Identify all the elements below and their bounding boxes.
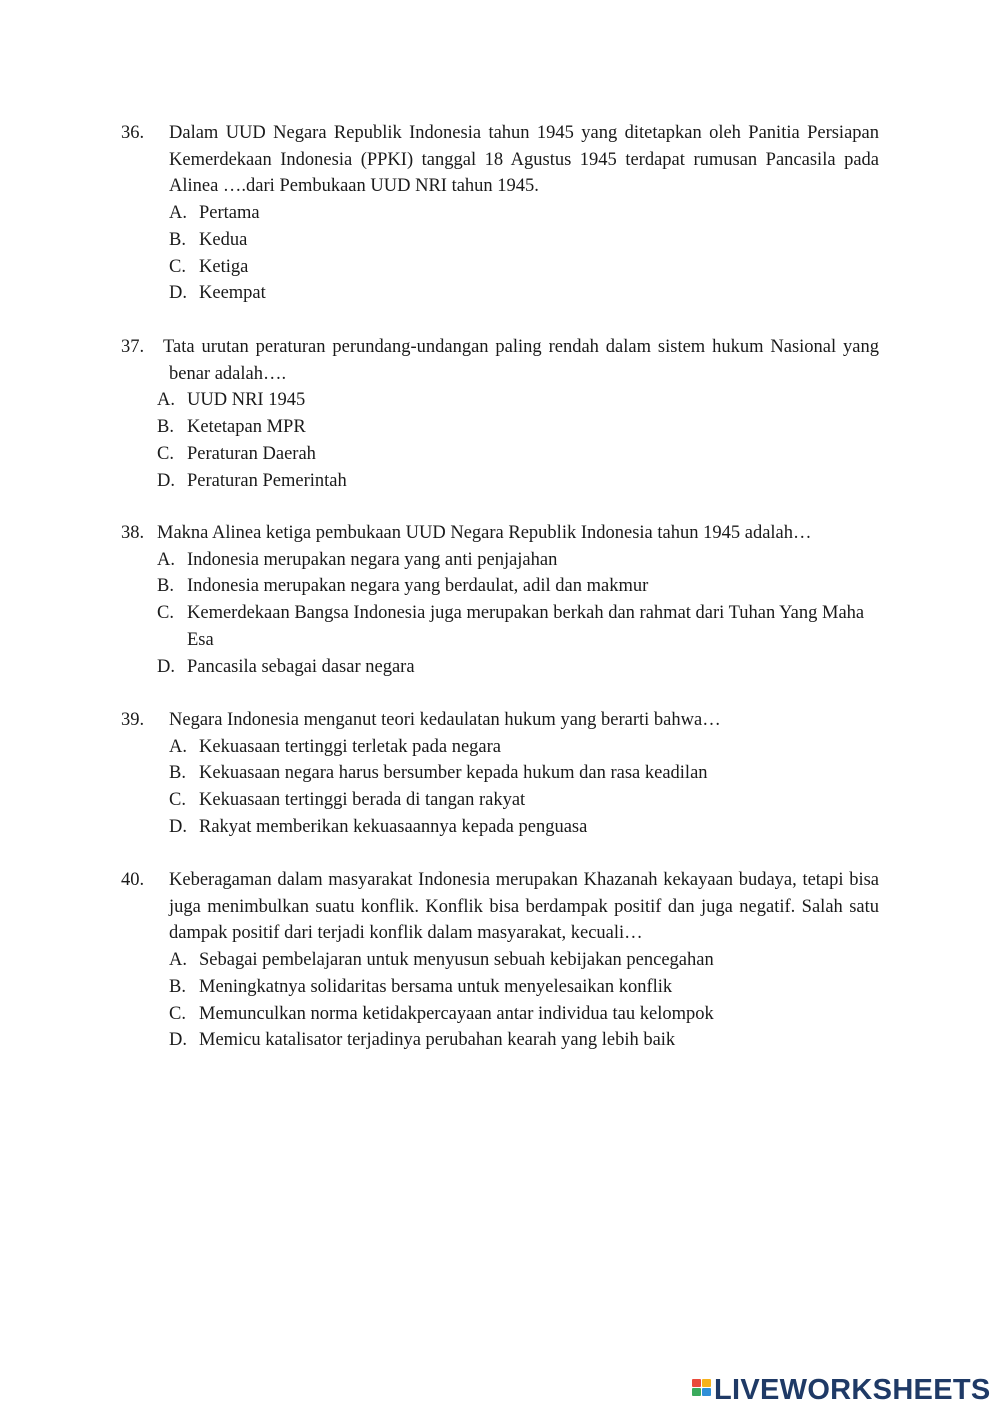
question-37 bbox=[121, 334, 879, 494]
option-text: Pertama bbox=[199, 203, 260, 224]
option-text: UUD NRI 1945 bbox=[187, 390, 306, 411]
option-text: Kemerdekaan Bangsa Indonesia juga merupakan berkah dan rahmat dari Tuhan Yang Maha Esa bbox=[187, 603, 865, 650]
option-text: Ketiga bbox=[199, 256, 249, 277]
liveworksheets-logo[interactable] bbox=[692, 1373, 991, 1407]
option-text: Meningkatnya solidaritas bersama untuk menyelesaikan konflik bbox=[199, 976, 673, 997]
option-a[interactable] bbox=[169, 200, 879, 227]
question-text: Makna Alinea ketiga pembukaan UUD Negara Republik Indonesia tahun 1945 adalah… bbox=[157, 523, 812, 543]
option-c[interactable] bbox=[157, 441, 879, 468]
question-text: Keberagaman dalam masyarakat Indonesia merupakan Khazanah kekayaan budaya, tetapi bisa juga menimbulkan suatu konflik. Konflik bisa berdampak positif dan juga negatif. Salah satu dampak positif dari terjadi konflik dalam masyarakat, kecuali… bbox=[169, 870, 879, 944]
option-letter: A. bbox=[157, 390, 175, 411]
option-text: Kedua bbox=[199, 229, 248, 250]
option-letter: A. bbox=[169, 736, 187, 757]
option-d[interactable] bbox=[157, 468, 879, 495]
liveworksheets-logo-icon bbox=[692, 1377, 712, 1403]
option-a[interactable] bbox=[157, 387, 879, 414]
question-number: 40. bbox=[121, 870, 145, 890]
option-text: Kekuasaan negara harus bersumber kepada hukum dan rasa keadilan bbox=[199, 763, 708, 784]
option-d[interactable] bbox=[157, 654, 879, 681]
option-d[interactable] bbox=[169, 1027, 879, 1054]
option-text: Rakyat memberikan kekuasaannya kepada penguasa bbox=[199, 816, 588, 837]
option-letter: B. bbox=[169, 976, 186, 997]
option-text: Keempat bbox=[199, 283, 266, 304]
option-b[interactable] bbox=[157, 414, 879, 441]
option-letter: C. bbox=[157, 443, 174, 464]
option-letter: B. bbox=[169, 763, 186, 784]
question-39 bbox=[121, 707, 879, 841]
option-b[interactable] bbox=[169, 227, 879, 254]
option-text: Peraturan Daerah bbox=[187, 443, 316, 464]
question-number: 37. bbox=[121, 337, 145, 357]
question-40 bbox=[121, 867, 879, 1054]
option-text: Pancasila sebagai dasar negara bbox=[187, 656, 415, 677]
option-letter: C. bbox=[169, 256, 186, 277]
option-letter: A. bbox=[169, 203, 187, 224]
logo-square-yellow bbox=[702, 1379, 711, 1387]
options-list bbox=[169, 734, 879, 841]
logo-text: LIVEWORKSHEETS bbox=[714, 1373, 991, 1406]
logo-square-blue bbox=[702, 1388, 711, 1396]
option-letter: C. bbox=[157, 603, 174, 624]
option-letter: A. bbox=[157, 549, 175, 570]
option-text: Sebagai pembelajaran untuk menyusun sebuah kebijakan pencegahan bbox=[199, 950, 714, 971]
option-text: Indonesia merupakan negara yang anti penjajahan bbox=[187, 549, 558, 570]
logo-square-red bbox=[692, 1379, 701, 1387]
option-text: Peraturan Pemerintah bbox=[187, 470, 347, 491]
option-letter: D. bbox=[157, 470, 175, 491]
option-letter: D. bbox=[169, 1030, 187, 1051]
option-text: Memunculkan norma ketidakpercayaan antar individua tau kelompok bbox=[199, 1003, 714, 1024]
option-text: Indonesia merupakan negara yang berdaulat, adil dan makmur bbox=[187, 576, 649, 597]
option-text: Kekuasaan tertinggi berada di tangan rakyat bbox=[199, 790, 526, 811]
option-d[interactable] bbox=[169, 814, 879, 841]
question-36 bbox=[121, 120, 879, 307]
option-b[interactable] bbox=[157, 573, 879, 600]
option-b[interactable] bbox=[169, 760, 879, 787]
question-38 bbox=[121, 520, 879, 680]
options-list bbox=[169, 947, 879, 1054]
option-c[interactable] bbox=[169, 1001, 879, 1028]
option-letter: A. bbox=[169, 950, 187, 971]
option-letter: D. bbox=[157, 656, 175, 677]
option-letter: C. bbox=[169, 790, 186, 811]
option-d[interactable] bbox=[169, 280, 879, 307]
option-a[interactable] bbox=[169, 947, 879, 974]
option-letter: B. bbox=[157, 417, 174, 438]
option-c[interactable] bbox=[157, 600, 879, 653]
question-text: Dalam UUD Negara Republik Indonesia tahun 1945 yang ditetapkan oleh Panitia Persiapan Kemerdekaan Indonesia (PPKI) tanggal 18 Agustus 1945 terdapat rumusan Pancasila pada Alinea ….dari Pembukaan UUD NRI tahun 1945. bbox=[169, 123, 879, 197]
question-number: 38. bbox=[121, 523, 145, 543]
option-letter: B. bbox=[157, 576, 174, 597]
options-list bbox=[169, 200, 879, 307]
question-number: 39. bbox=[121, 710, 145, 730]
option-a[interactable] bbox=[169, 734, 879, 761]
option-letter: D. bbox=[169, 283, 187, 304]
question-number: 36. bbox=[121, 123, 145, 143]
option-letter: D. bbox=[169, 816, 187, 837]
option-letter: C. bbox=[169, 1003, 186, 1024]
option-text: Ketetapan MPR bbox=[187, 417, 306, 438]
option-c[interactable] bbox=[169, 254, 879, 281]
option-text: Kekuasaan tertinggi terletak pada negara bbox=[199, 736, 502, 757]
options-list bbox=[157, 547, 879, 681]
options-list bbox=[157, 387, 879, 494]
option-a[interactable] bbox=[157, 547, 879, 574]
option-letter: B. bbox=[169, 229, 186, 250]
question-text: Negara Indonesia menganut teori kedaulatan hukum yang berarti bahwa… bbox=[169, 710, 721, 730]
question-text: Tata urutan peraturan perundang-undangan paling rendah dalam sistem hukum Nasional yang benar adalah…. bbox=[163, 337, 879, 384]
option-b[interactable] bbox=[169, 974, 879, 1001]
option-c[interactable] bbox=[169, 787, 879, 814]
logo-square-green bbox=[692, 1388, 701, 1396]
option-text: Memicu katalisator terjadinya perubahan kearah yang lebih baik bbox=[199, 1030, 676, 1051]
